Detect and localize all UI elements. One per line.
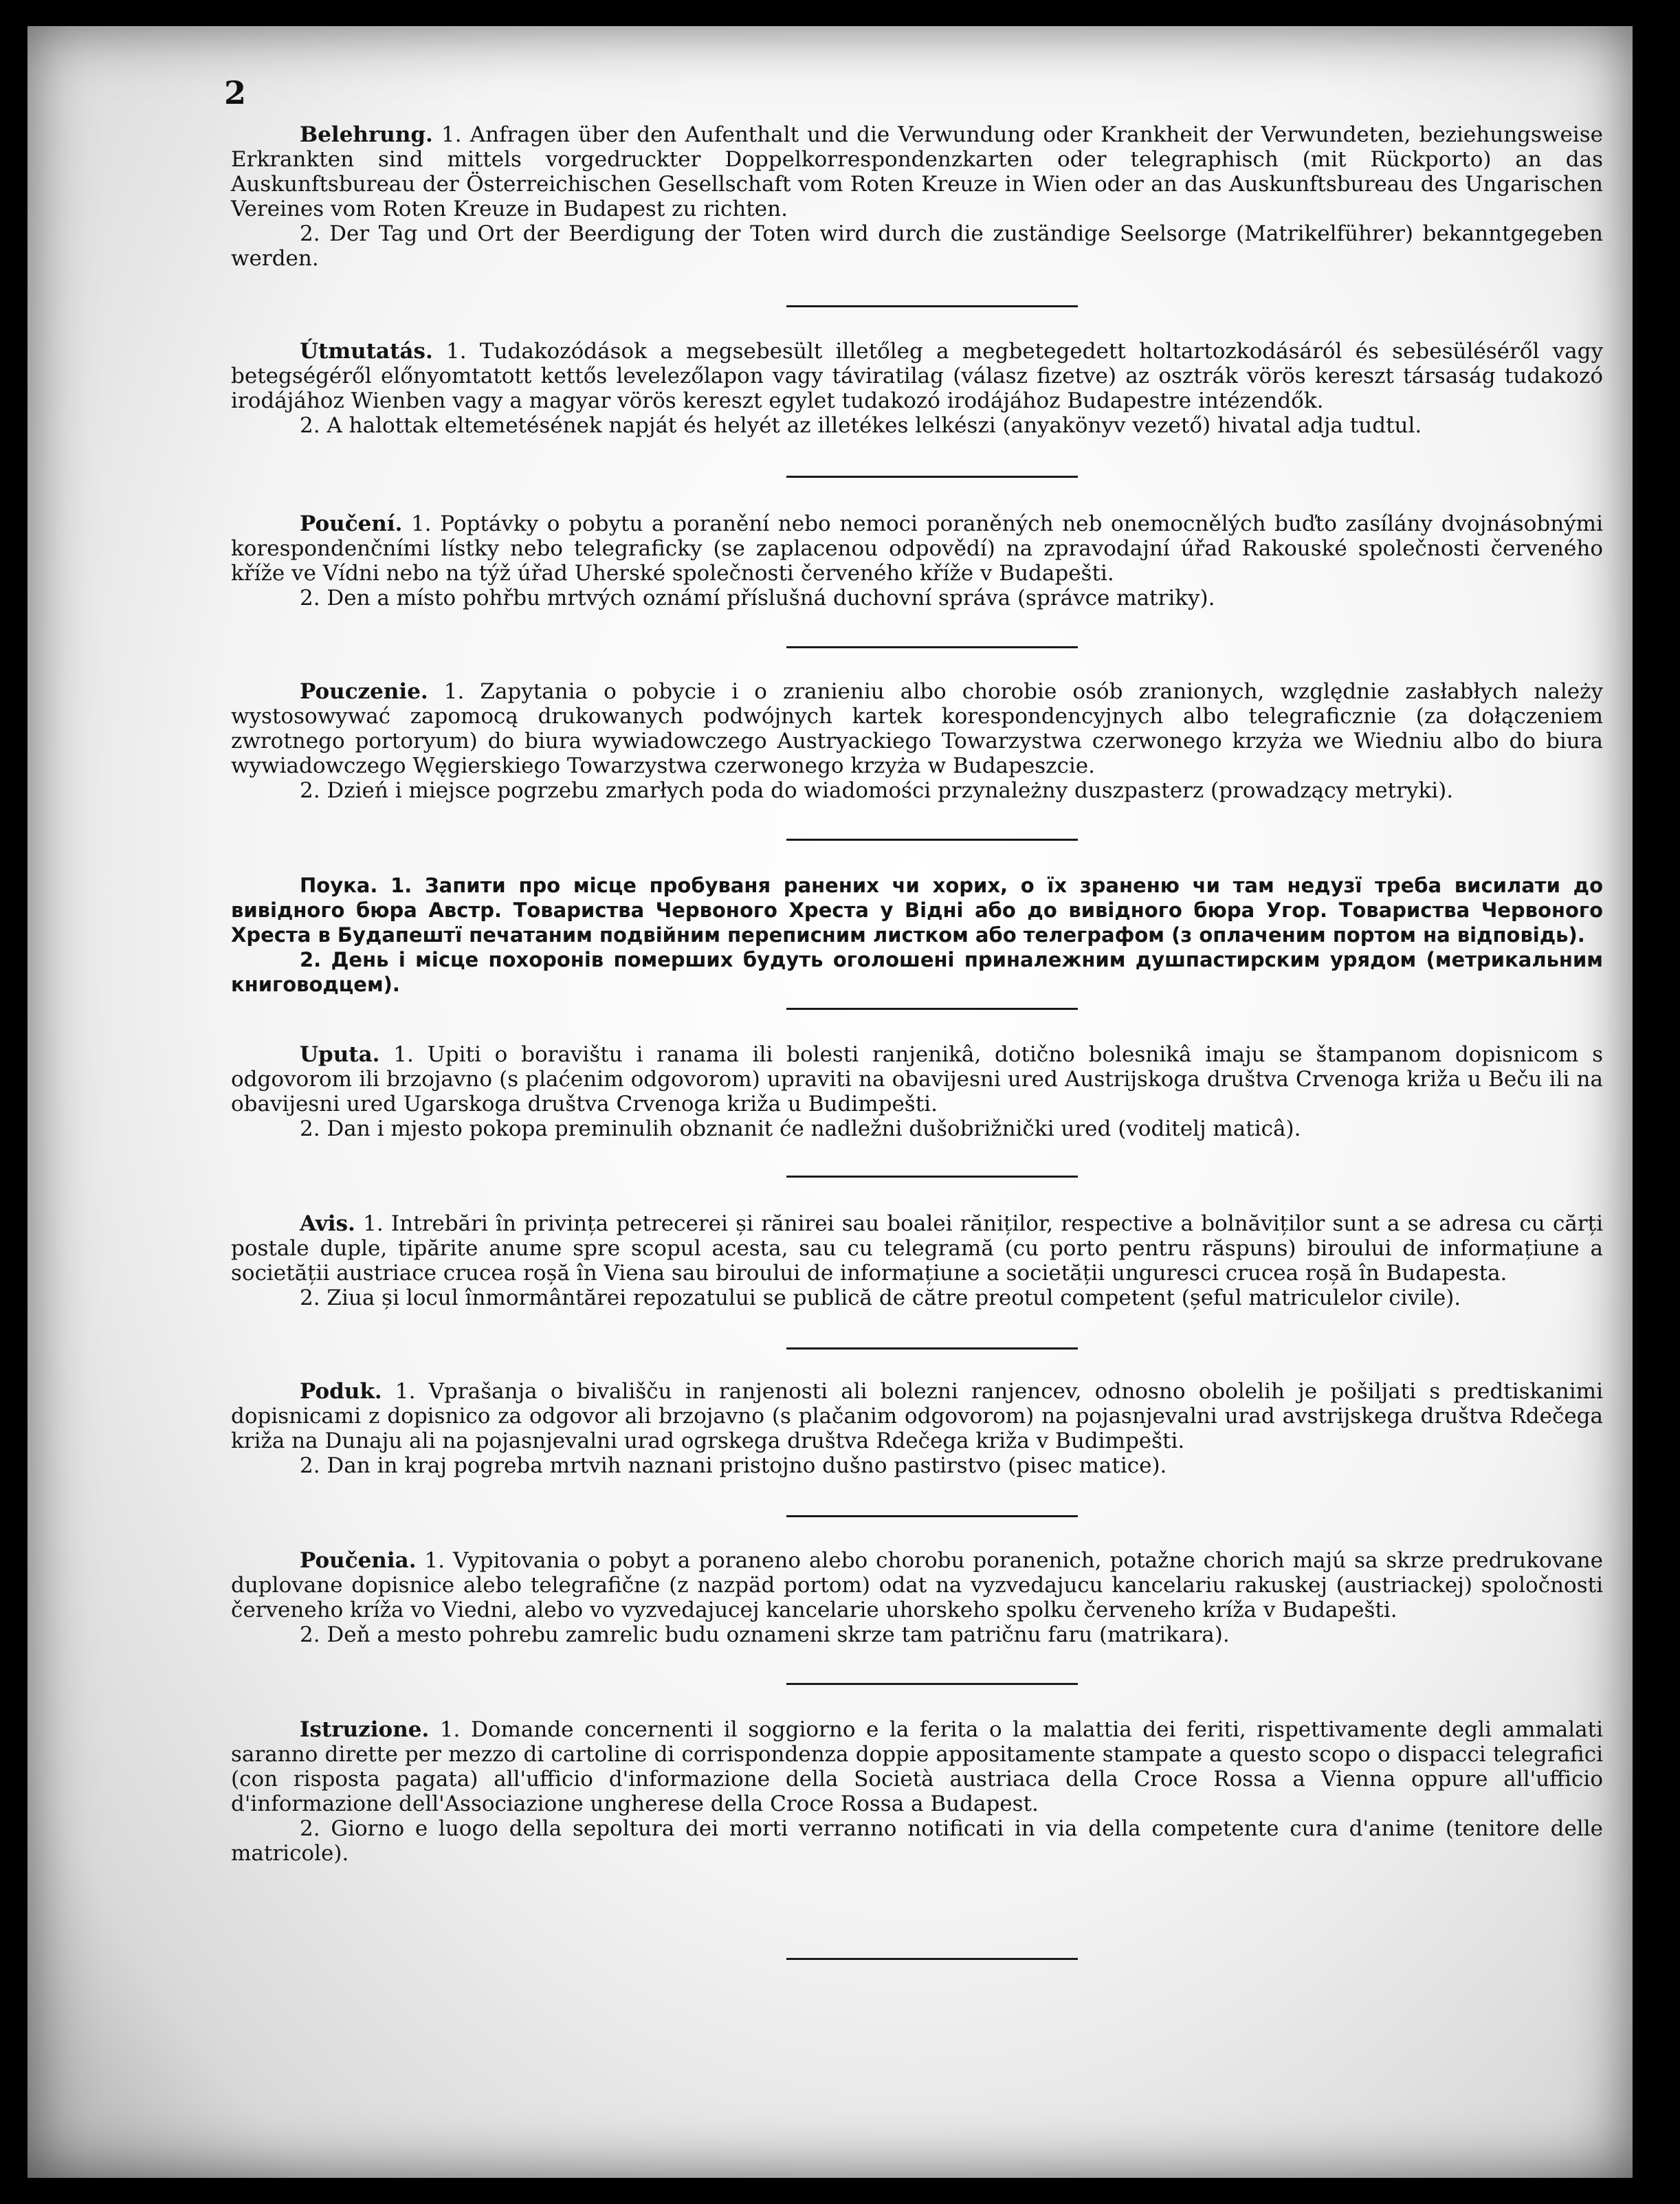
section-para2: 2. Dan in kraj pogreba mrtvih naznani pristojno dušno pastirstvo (pisec matice).: [300, 1453, 1167, 1478]
section-croatian: [231, 1042, 1603, 1141]
section-german: [231, 122, 1603, 271]
divider: [786, 1347, 1078, 1349]
section-text: 1. Anfragen über den Aufenthalt und die Verwundung oder Krankheit der Verwundeten, beziehungsweise Erkrankten sind mittels vorgedruckter Doppelkorrespondenzkarten oder telegraphisch (mit Rückporto) an das Auskunftsbureau der Österreichischen Gesellschaft vom Roten Kreuze in Wien oder an das Auskunftsbureau des Ungarischen Vereines vom Roten Kreuze in Budapest zu richten.: [231, 122, 1603, 221]
divider: [786, 646, 1078, 648]
section-text: 1. Domande concernenti il soggiorno e la ferita o la malattia dei feriti, rispettivamente degli ammalati saranno dirette per mezzo di cartoline di corrispondenza doppie appositamente stampate a questo scopo o dispacci telegrafici (con risposta pagata) all'ufficio d'informazione della Società austriaca della Croce Rossa a Vienna oppure all'ufficio d'informazione dell'Associazione ungherese della Croce Rossa a Budapest.: [231, 1717, 1603, 1816]
section-para2: 2. Giorno e luogo della sepoltura dei morti verranno notificati in via della competente cura d'anime (tenitore delle matricole).: [231, 1816, 1603, 1866]
section-text: 1. Vypitovania o pobyt a poranenо alebo chorobu poranenich, potažne chorich majú sa skrze predrukovane duplovane dopisnice alebo telegrafične (z nazpäd portom) odat na vyzvedajucu kancelariu rakuskej (austriackej) spoločnosti červeneho kríža vo Viedni, alebo vo vyzvedajucej kancelarie uhorskeho spolku červeneho kríža v Budapešti.: [231, 1548, 1603, 1622]
section-para1: [231, 511, 1603, 586]
section-heading: Istruzione.: [300, 1717, 430, 1742]
divider: [786, 476, 1078, 478]
section-heading: Avis.: [300, 1211, 355, 1236]
divider: [786, 1515, 1078, 1517]
section-romanian: [231, 1211, 1603, 1310]
divider: [786, 1683, 1078, 1685]
section-heading: Poduk.: [300, 1379, 382, 1404]
section-para2: 2. Ziua și locul înmormântărei repozatului se publică de către preotul competent (șeful matriculelor civile).: [300, 1286, 1461, 1310]
section-para2: 2. Den a místo pohřbu mrtvých oznámí příslušná duchovní správa (správce matriky).: [300, 586, 1215, 610]
divider: [786, 1008, 1078, 1010]
section-heading: Поука.: [300, 874, 378, 897]
section-ruthenian: [231, 873, 1603, 997]
section-para1: [231, 679, 1603, 778]
section-heading: Pouczenie.: [300, 679, 428, 704]
section-text: 1. Upiti o boravištu i ranama ili bolesti ranjenikâ, dotično bolesnikâ imaju se štampanom dopisnicom s odgovorom ili brzojavno (s plaćenim odgovorom) upraviti na obavijesni ured Austrijskoga društva Crvenoga križa u Beču ili na obavijesni ured Ugarskoga društva Crvenoga križa u Budimpešti.: [231, 1042, 1603, 1116]
section-italian: [231, 1717, 1603, 1866]
section-text: 1. Vprašanja o bivališču in ranjenosti ali bolezni ranjencev, odnosno obolelih je pošiljati s predtiskanimi dopisnicami z dopisnico za odgovor ali brzojavno (s plačanim odgovorom) na pojasnjevalni urad avstrijskega društva Rdečega križa na Dunaju ali na pojasnjevalni urad ogrskega društva Rdečega križa v Budimpešti.: [231, 1379, 1603, 1453]
section-heading: Belehrung.: [300, 122, 433, 147]
section-text: 1. Poptávky o pobytu a poranění nebo nemoci poraněných neb onemocnělých buďto zasílány dvojnásobnými korespondenčními lístky nebo telegraficky (se zaplacenou odpovědí) na zpravodajní úřad Rakouské společnosti červeného kříže ve Vídni nebo na týž úřad Uherské společnosti červeného kříže v Budapešti.: [231, 511, 1603, 586]
section-slovenian: [231, 1379, 1603, 1478]
section-para1: [231, 873, 1603, 947]
section-para1: [231, 1717, 1603, 1816]
page-number: 2: [224, 74, 247, 111]
section-heading: Poučení.: [300, 511, 403, 536]
section-para1: [231, 1548, 1603, 1622]
divider: [786, 1176, 1078, 1178]
divider: [786, 305, 1078, 307]
section-para1: [231, 339, 1603, 413]
section-heading: Uputa.: [300, 1042, 380, 1067]
section-heading: Útmutatás.: [300, 339, 433, 364]
section-text: 1. Tudakozódások a megsebesült illetőleg a megbetegedett holtartozkodásáról és sebesüléséről vagy betegségéről előnyomtatott kettős levelezőlapon vagy táviratilag (válasz fizetve) az osztrák vörös kereszt társaság tudakozó irodájához Wienben vagy a magyar vörös kereszt egylet tudakozó irodájához Budapestre intézendők.: [231, 339, 1604, 413]
section-para1: [231, 1042, 1603, 1116]
section-para2: 2. Der Tag und Ort der Beerdigung der Toten wird durch die zuständige Seelsorge (Matrikelführer) bekanntgegeben werden.: [231, 221, 1603, 271]
section-para1: [231, 1211, 1603, 1286]
document-page: [27, 26, 1633, 2178]
section-para1: [231, 1379, 1603, 1453]
section-para2: 2. Dan i mjesto pokopa preminulih obznanit će nadležni dušobrižnički ured (voditelj maticâ).: [300, 1116, 1301, 1141]
section-para2: 2. Dzień i miejsce pogrzebu zmarłych poda do wiadomości przynależny duszpasterz (prowadzący metryki).: [300, 778, 1454, 803]
section-para2: 2. A halottak eltemetésének napját és helyét az illetékes lelkészi (anyakönyv vezető) hivatal adja tudtul.: [300, 413, 1422, 438]
section-para1: [231, 122, 1603, 221]
section-slovak: [231, 1548, 1603, 1647]
section-text: 1. Intrebări în privința petrecerei și rănirei sau boalei răniților, respective a bolnăviților sunt a se adresa cu cărți postale duple, tipărite anume spre scopul acesta, sau cu telegramă (cu porto pentru răspuns) biroului de informațiune a societății austriace crucea roșă în Viena sau biroului de informațiune a societății ungurescі crucea roșă în Budapesta.: [231, 1211, 1603, 1286]
section-text: 1. Zapytania o pobycie i o zranieniu albo chorobie osób zranionych, względnie zasłabłych należy wystosowywać zapomocą drukowanych podwójnych kartek korespondencyjnych albo telegraficznie (za dołączeniem zwrotnego portoryum) do biura wywiadowczego Austryackiego Towarzystwa czerwonego krzyża we Wiedniu albo do biura wywiadowczego Węgierskiego Towarzystwa czerwonego krzyża w Budapeszcie.: [231, 679, 1603, 778]
section-para2: 2. Deň a mesto pohrebu zamrelic budu oznameni skrze tam patričnu faru (matrikara).: [300, 1622, 1230, 1647]
section-polish: [231, 679, 1603, 803]
divider: [786, 1958, 1078, 1960]
section-text: 1. Запити про місце пробуваня ранених чи хорих, о їх зраненю чи там недузї треба висилати до вивідного бюра Австр. Товариства Червоного Хреста у Відні або до вивідного бюра Угор. Товариства Червоного Хреста в Будапештї печатаним подвійним переписним листком або телеграфом (з оплаченим портом на відповідь).: [231, 874, 1603, 947]
section-heading: Poučenia.: [300, 1548, 417, 1573]
section-czech: [231, 511, 1603, 610]
divider: [786, 839, 1078, 841]
section-para2: 2. День і місце похоронів померших будуть оголошені приналежним душпастирским урядом (метрикальним книговодцем).: [231, 948, 1603, 996]
section-hungarian: [231, 339, 1603, 438]
